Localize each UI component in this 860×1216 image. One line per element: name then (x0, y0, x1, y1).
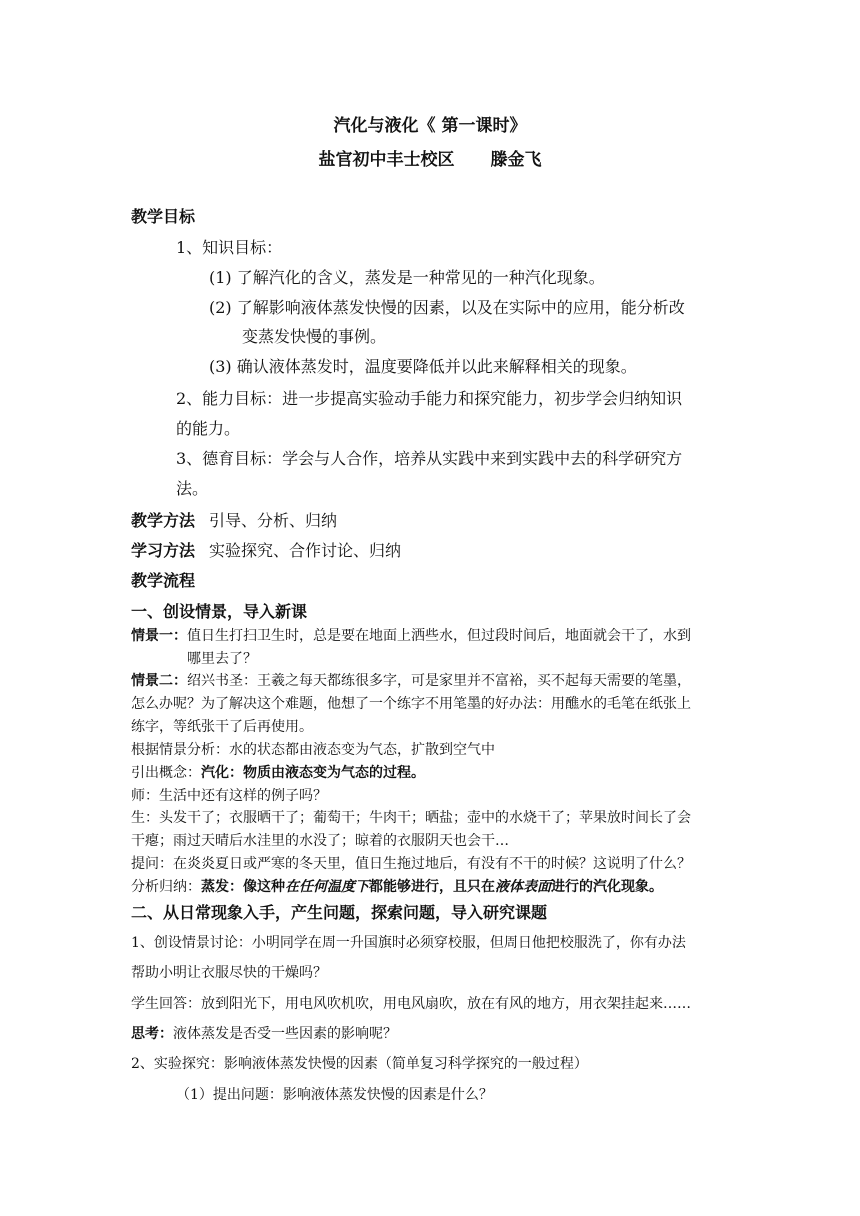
school-name: 盐官初中丰士校区 (318, 150, 455, 170)
scene-1-text: 值日生打扫卫生时，总是要在地面上洒些水，但过段时间后，地面就会干了，水到 (187, 628, 691, 644)
summary-part-2: 都能够进行，且只在 (369, 879, 495, 895)
pose-question: （1）提出问题：影响液体蒸发快慢的因素是什么？ (176, 1087, 493, 1103)
concept-label: 引出概念： (131, 765, 201, 781)
ability-objective-cont: 的能力。 (176, 419, 241, 438)
teaching-method-value: 引导、分析、归纳 (209, 511, 338, 530)
section-2-heading: 二、从日常现象入手，产生问题，探索问题，导入研究课题 (131, 903, 548, 922)
student-examples-cont: 干瘪；雨过天晴后水洼里的水没了；晾着的衣服阴天也会干… (131, 833, 509, 849)
author-line (0, 145, 860, 170)
knowledge-item-3: (3) 确认液体蒸发时，温度要降低并以此来解释相关的现象。 (209, 357, 637, 376)
scene-2-text: 绍兴书圣：王羲之每天都练很多字，可是家里并不富裕，买不起每天需要的笔墨， (187, 673, 691, 689)
knowledge-item-2-cont: 变蒸发快慢的事例。 (242, 327, 387, 346)
scene-2-cont-2: 练字，等纸张干了后再使用。 (131, 719, 313, 735)
student-examples: 生：头发干了；衣服晒干了；葡萄干；牛肉干；晒盐；壶中的水烧干了；苹果放时间长了会 (131, 810, 691, 826)
concept-definition: 汽化：物质由液态变为气态的过程。 (201, 765, 425, 781)
learning-method-label: 学习方法 (131, 541, 196, 560)
teaching-flow-heading: 教学流程 (131, 571, 196, 590)
summary-label: 分析归纳： (131, 879, 201, 895)
section-1-heading: 一、创设情景，导入新课 (131, 602, 308, 621)
question-line: 提问：在炎炎夏日或严寒的冬天里，值日生拖过地后，有没有不干的时候？这说明了什么？ (131, 856, 691, 872)
scene-2-cont-1: 怎么办呢？为了解决这个难题，他想了一个练字不用笔墨的好办法：用醮水的毛笔在纸张上 (131, 696, 691, 712)
discussion-1-cont: 帮助小明让衣服尽快的干燥吗？ (131, 965, 327, 981)
learning-method-row (131, 538, 401, 561)
moral-objective: 3、德育目标：学会与人合作，培养从实践中来到实践中去的科学研究方 (176, 449, 683, 468)
scene-1-cont: 哪里去了？ (187, 651, 257, 667)
summary-part-1: 蒸发：像这种 (201, 879, 285, 895)
experiment-inquiry: 2、实验探究：影响液体蒸发快慢的因素（简单复习科学探究的一般过程） (131, 1056, 588, 1072)
knowledge-objective-label: 1、知识目标： (176, 238, 283, 257)
discussion-1: 1、创设情景讨论：小明同学在周一升国旗时必须穿校服，但周日他把校服洗了，你有办法 (131, 935, 686, 951)
teaching-method-label: 教学方法 (131, 511, 196, 530)
teaching-method-row (131, 508, 337, 531)
learning-method-value: 实验探究、合作讨论、归纳 (209, 541, 402, 560)
summary-line (131, 876, 663, 896)
summary-part-3: 进行的汽化现象。 (551, 879, 663, 895)
think-text: 液体蒸发是否受一些因素的影响呢？ (173, 1026, 397, 1042)
objectives-heading: 教学目标 (131, 207, 196, 226)
author-name: 滕金飞 (490, 150, 542, 170)
knowledge-item-2: (2) 了解影响液体蒸发快慢的因素，以及在实际中的应用，能分析改 (209, 298, 685, 317)
scene-2-label: 情景二： (131, 673, 187, 689)
ability-objective: 2、能力目标：进一步提高实验动手能力和探究能力，初步学会归纳知识 (176, 389, 683, 408)
scene-1 (131, 625, 691, 645)
summary-emphasis-1: 在任何温度下 (285, 879, 369, 895)
concept-line (131, 762, 425, 782)
moral-objective-cont: 法。 (176, 479, 209, 498)
document-title: 汽化与液化《 第一课时》 (333, 116, 527, 136)
think-label: 思考： (131, 1026, 173, 1042)
knowledge-item-1: (1) 了解汽化的含义，蒸发是一种常见的一种汽化现象。 (209, 268, 605, 287)
student-answer: 学生回答：放到阳光下，用电风吹机吹，用电风扇吹，放在有风的地方，用衣架挂起来…… (131, 996, 691, 1012)
scene-1-label: 情景一： (131, 628, 187, 644)
scene-analysis: 根据情景分析：水的状态都由液态变为气态，扩散到空气中 (131, 742, 495, 758)
scene-2 (131, 670, 691, 690)
summary-emphasis-2: 液体表面 (495, 879, 551, 895)
teacher-question: 师：生活中还有这样的例子吗？ (131, 788, 327, 804)
think-line (131, 1023, 397, 1043)
